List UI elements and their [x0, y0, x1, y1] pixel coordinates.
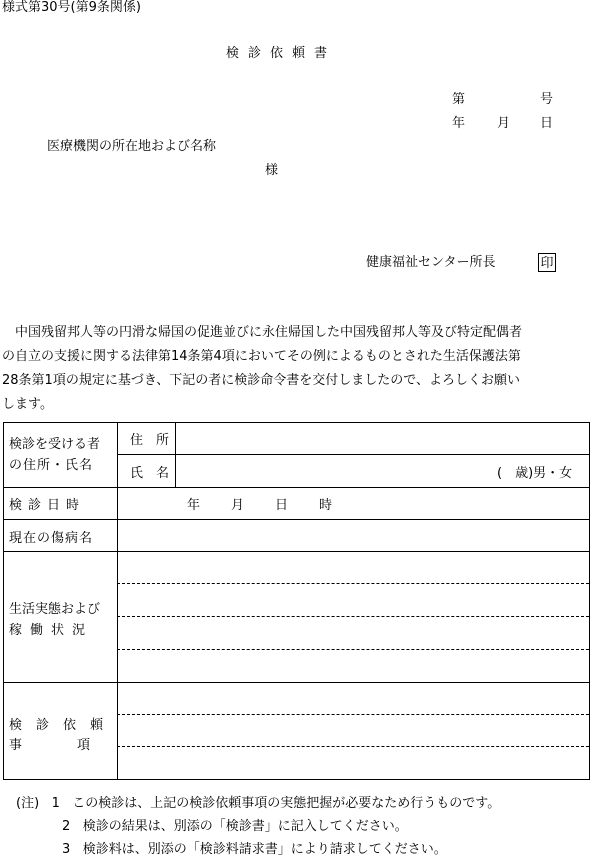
row-divider — [117, 454, 589, 455]
notes-section — [16, 792, 500, 861]
dashed-divider — [117, 649, 589, 650]
label-column-divider — [117, 423, 118, 779]
dashed-divider — [117, 714, 589, 715]
note-item — [16, 815, 500, 838]
seal-stamp: 印 — [538, 253, 556, 272]
number-prefix: 第 — [452, 92, 466, 107]
paragraph-line: 中国残留邦人等の円滑な帰国の促進並びに永住帰国した中国残留邦人等及び特定配偶者 — [2, 325, 523, 340]
sublabel-column-divider — [175, 423, 176, 487]
note-text: 検診料は、別添の「検診料請求書」により請求してください。 — [82, 842, 447, 857]
living-label-line1: 生活実態および — [9, 602, 101, 617]
date-month-label: 月 — [497, 116, 511, 131]
address-field[interactable] — [182, 426, 586, 452]
dashed-divider — [117, 583, 589, 584]
note-item — [16, 838, 500, 861]
row-divider — [4, 487, 589, 488]
disease-label: 現在の傷病名 — [9, 531, 94, 546]
date-day-label: 日 — [540, 116, 554, 131]
dashed-divider — [117, 746, 589, 747]
request-paragraph — [2, 321, 590, 417]
name-label: 氏 名 — [130, 466, 170, 481]
note-number: 3 — [62, 842, 71, 857]
note-item — [16, 792, 500, 815]
sender-title: 健康福祉センター所長 — [366, 255, 496, 270]
disease-field[interactable] — [122, 522, 586, 548]
notes-prefix: (注) — [16, 796, 40, 811]
living-label-line2: 稼働状況 — [9, 623, 94, 638]
recipient-label: 医療機関の所在地および名称 — [47, 139, 217, 154]
note-text: この検診は、上記の検診依頼事項の実態把握が必要なため行うものです。 — [72, 796, 501, 811]
name-field[interactable] — [182, 458, 482, 484]
request-label-line1: 検診依頼 — [9, 718, 118, 733]
form-number: 様式第30号(第9条関係) — [2, 0, 141, 15]
datetime-label: 検診日時 — [9, 498, 86, 513]
datetime-year: 年 — [187, 498, 201, 513]
row-divider — [4, 682, 589, 683]
note-number: 2 — [62, 819, 71, 834]
date-year-label: 年 — [452, 116, 466, 131]
datetime-hour: 時 — [319, 498, 333, 513]
row-divider — [4, 551, 589, 552]
row-divider — [4, 519, 589, 520]
note-number: 1 — [51, 796, 60, 811]
request-label-line2: 事項 — [9, 738, 146, 753]
dashed-divider — [117, 616, 589, 617]
examinee-label-line1: 検診を受ける者 — [9, 437, 101, 452]
number-suffix: 号 — [540, 92, 554, 107]
document-title: 検診依頼書 — [226, 46, 337, 61]
paragraph-line: の自立の支援に関する法律第14条第4項においてその例によるものとされた生活保護法第 — [2, 349, 521, 364]
note-text: 検診の結果は、別添の「検診書」に記入してください。 — [82, 819, 408, 834]
paragraph-line: します。 — [2, 397, 53, 412]
address-label: 住 所 — [130, 433, 170, 448]
age-sex-field[interactable]: ( 歳)男・女 — [497, 466, 573, 481]
datetime-day: 日 — [275, 498, 289, 513]
datetime-month: 月 — [231, 498, 245, 513]
recipient-honorific: 様 — [265, 163, 279, 178]
paragraph-line: 28条第1項の規定に基づき、下記の者に検診命令書を交付しましたので、よろしくお願い — [2, 373, 521, 388]
examinee-label-line2: の住所・氏名 — [9, 458, 94, 473]
request-form-table — [3, 422, 590, 780]
